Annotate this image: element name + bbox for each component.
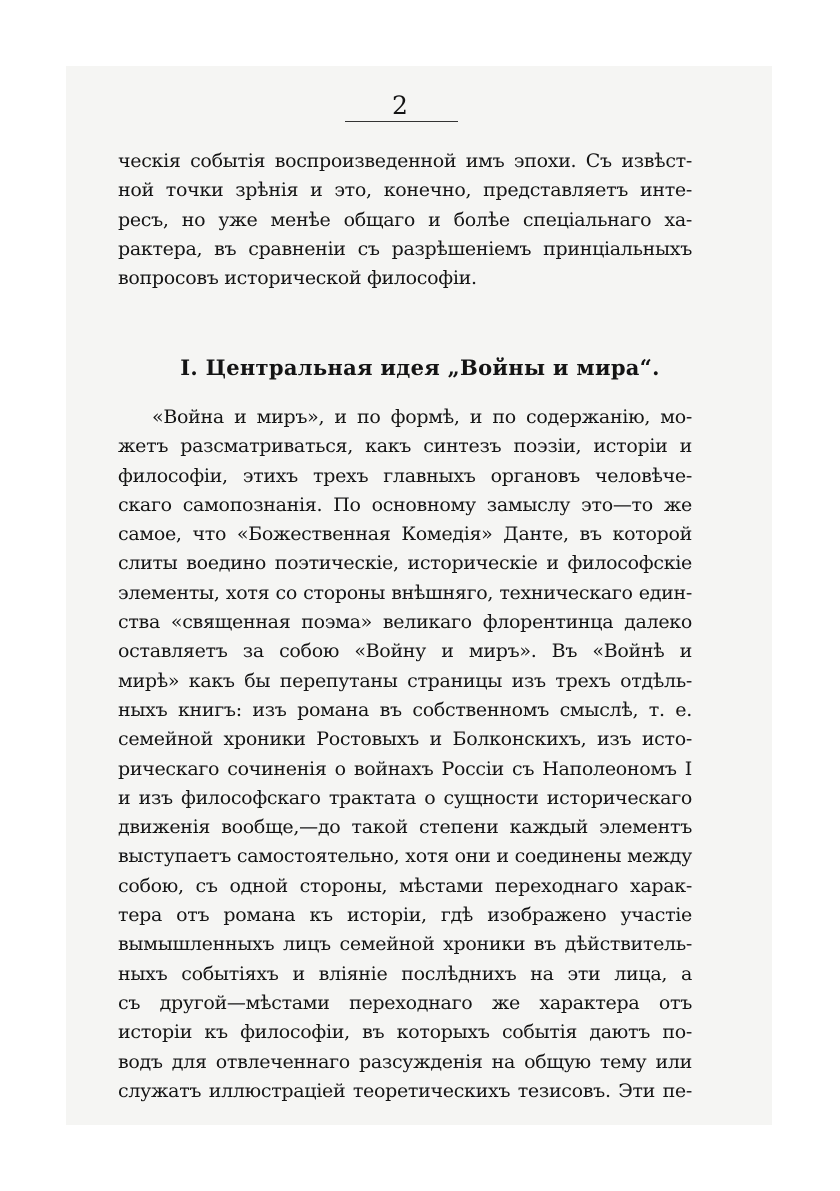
header-rule (345, 121, 458, 122)
text-line: ства «священная поэма» великаго флорентинца далеко (118, 611, 692, 634)
section-heading: I. Центральная идея „Войны и мира“. (180, 355, 660, 380)
text-line: самое, что «Божественная Комедія» Данте, въ которой (118, 523, 692, 546)
text-line: выступаетъ самостоятельно, хотя они и соединены между (118, 845, 692, 868)
text-line: мирѣ» какъ бы перепутаны страницы изъ трехъ отдѣль- (118, 669, 692, 692)
text-line: вопросовъ исторической философіи. (118, 267, 477, 290)
text-line: «Война и миръ», и по формѣ, и по содержанію, мо- (152, 406, 692, 428)
text-line: вымышленныхъ лицъ семейной хроники въ дѣйствитель- (118, 933, 692, 956)
text-line: жетъ разсматриваться, какъ синтезъ поэзіи, исторіи и (118, 435, 692, 458)
text-block-main (118, 403, 692, 1106)
text-line: служатъ иллюстраціей теоретическихъ тезисовъ. Эти пе- (118, 1079, 692, 1102)
text-line: собою, съ одной стороны, мѣстами переходнаго харак- (118, 874, 692, 897)
text-line: скаго самопознанія. По основному замыслу это—то же (118, 493, 692, 516)
text-line: ресъ, но уже менѣе общаго и болѣе спеціальнаго ха- (118, 208, 692, 231)
text-block-top (118, 147, 692, 293)
text-line: семейной хроники Ростовыхъ и Болконскихъ, изъ исто- (118, 728, 692, 751)
text-line: ной точки зрѣнія и это, конечно, представляетъ инте- (118, 179, 692, 202)
text-line: оставляетъ за собою «Войну и миръ». Въ «Войнѣ и (118, 640, 692, 663)
text-line: исторіи къ философіи, въ которыхъ событія даютъ по- (118, 1021, 692, 1044)
text-line: философіи, этихъ трехъ главныхъ органовъ человѣче- (118, 464, 692, 487)
text-line: тера отъ романа къ исторіи, гдѣ изображено участіе (118, 904, 692, 927)
text-line: ныхъ книгъ: изъ романа въ собственномъ смыслѣ, т. е. (118, 698, 692, 721)
text-line: рактера, въ сравненіи съ разрѣшеніемъ принціальныхъ (118, 237, 692, 260)
page-number: 2 (392, 91, 408, 120)
text-line: ческія событія воспроизведенной имъ эпохи. Съ извѣст- (118, 150, 692, 172)
text-line: рическаго сочиненія о войнахъ Россіи съ Наполеономъ I (118, 757, 692, 780)
text-line: ныхъ событіяхъ и вліяніе послѣднихъ на эти лица, а (118, 962, 692, 985)
text-line: элементы, хотя со стороны внѣшняго, техническаго един- (118, 581, 692, 604)
text-line: движенія вообще,—до такой степени каждый элементъ (118, 816, 692, 839)
text-line: слиты воедино поэтическіе, историческіе и философскіе (118, 552, 692, 575)
text-line: водъ для отвлеченнаго разсужденія на общую тему или (118, 1050, 692, 1073)
text-line: съ другой—мѣстами переходнаго же характера отъ (118, 991, 692, 1014)
text-line: и изъ философскаго трактата о сущности историческаго (118, 786, 692, 809)
